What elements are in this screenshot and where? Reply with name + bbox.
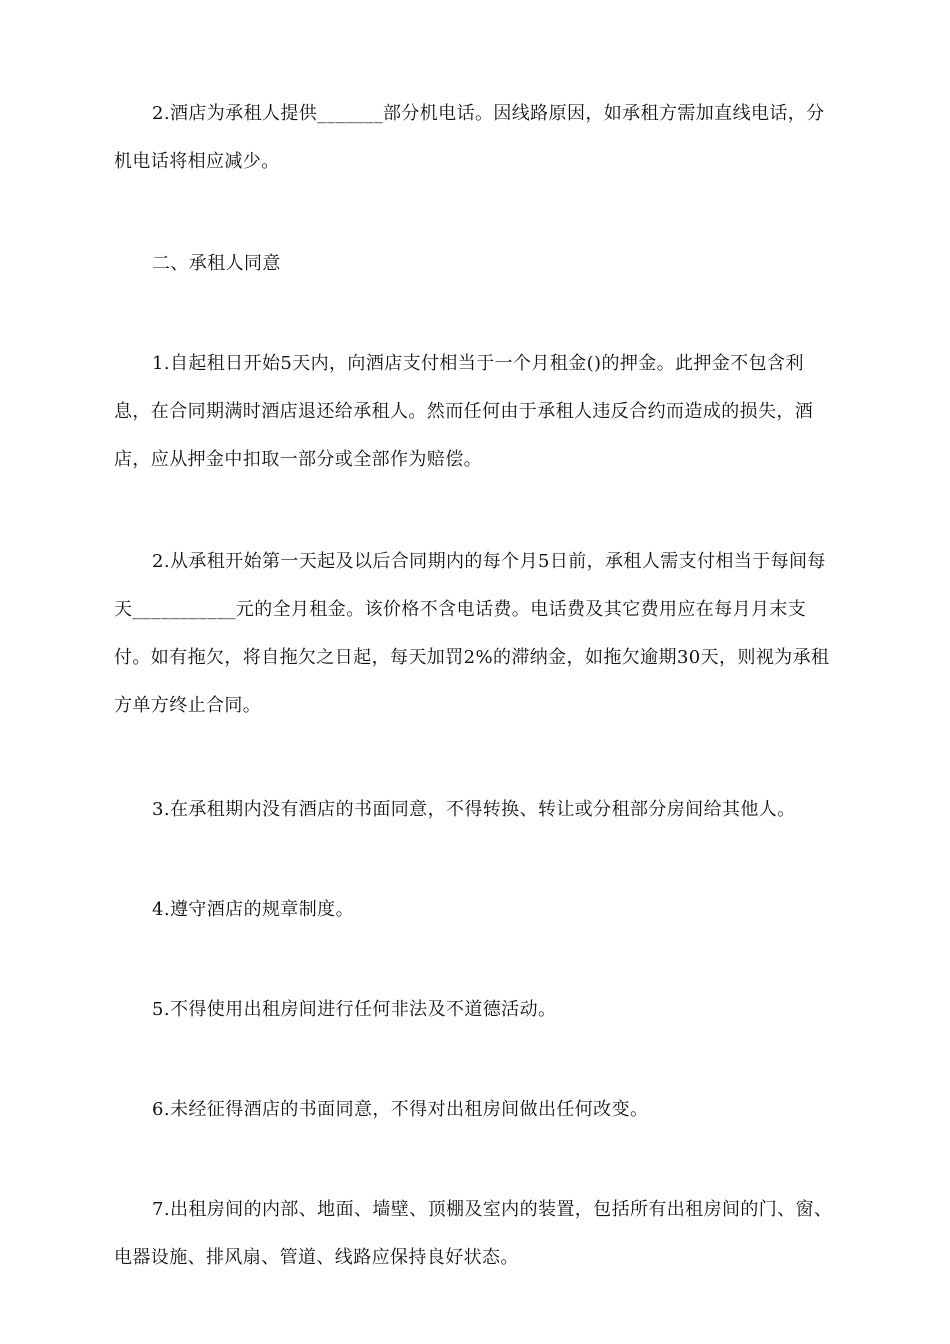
clause-hotel-rules: 4.遵守酒店的规章制度。: [152, 899, 354, 920]
clause-maintain-condition: 7.出租房间的内部、地面、墙壁、顶棚及室内的装置，包括所有出租房间的门、窗、电器设施、排风扇、管道、线路应保持良好状态。: [114, 1199, 833, 1268]
section-heading-lessee-agrees: 二、承租人同意: [152, 253, 281, 274]
clause-no-alterations: 6.未经征得酒店的书面同意，不得对出租房间做出任何改变。: [152, 1099, 649, 1120]
clause-monthly-rent: 2.从承租开始第一天起及以后合同期内的每个月5日前，承租人需支付相当于每间每天___________元的全月租金。该价格不含电话费。电话费及其它费用应在每月月末支付。如有拖欠，将自拖欠之日起，每天加罚2%的滞纳金，如拖欠逾期30天，则视为承租方单方终止合同。: [114, 551, 830, 716]
clause-phone-extensions: 2.酒店为承租人提供_______部分机电话。因线路原因，如承租方需加直线电话，分机电话将相应减少。: [114, 103, 825, 172]
clause-no-illegal-activity: 5.不得使用出租房间进行任何非法及不道德活动。: [152, 999, 557, 1020]
clause-deposit: 1.自起租日开始5天内，向酒店支付相当于一个月租金()的押金。此押金不包含利息，在合同期满时酒店退还给承租人。然而任何由于承租人违反合约而造成的损失，酒店，应从押金中扣取一部分或全部作为赔偿。: [114, 353, 814, 470]
clause-no-sublet: 3.在承租期内没有酒店的书面同意，不得转换、转让或分租部分房间给其他人。: [152, 799, 796, 820]
